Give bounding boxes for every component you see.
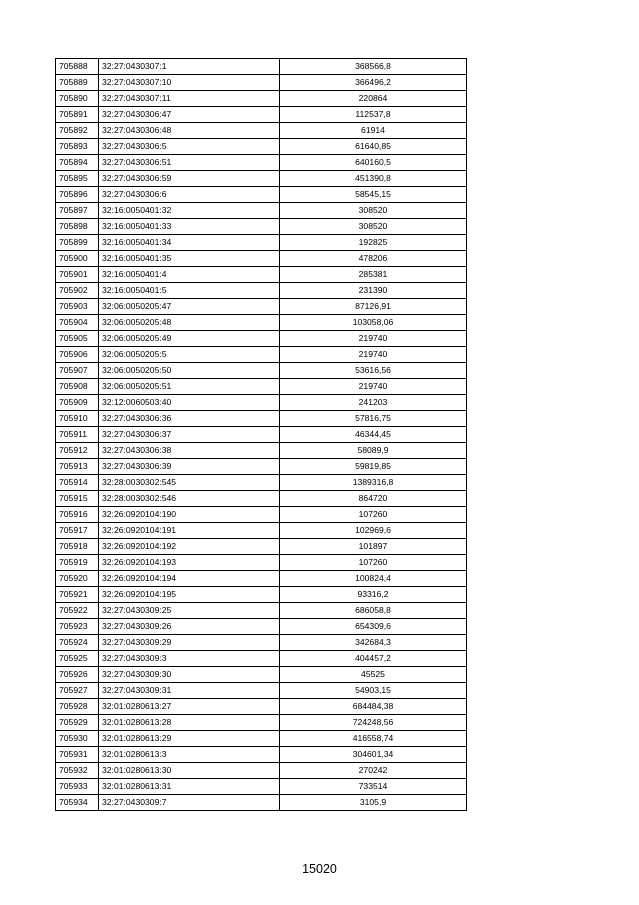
- row-id-cell: 705896: [56, 187, 99, 203]
- table-row: [56, 299, 467, 315]
- table-row: [56, 539, 467, 555]
- row-id-cell: 705892: [56, 123, 99, 139]
- table-row: [56, 363, 467, 379]
- row-id-cell: 705899: [56, 235, 99, 251]
- cadastral-number-cell: 32:27:0430309:7: [99, 795, 280, 811]
- value-cell: 686058,8: [280, 603, 467, 619]
- cadastral-number-cell: 32:06:0050205:49: [99, 331, 280, 347]
- value-cell: 654309,6: [280, 619, 467, 635]
- table-row: [56, 203, 467, 219]
- table-row: [56, 619, 467, 635]
- row-id-cell: 705905: [56, 331, 99, 347]
- table-row: [56, 283, 467, 299]
- table-row: [56, 267, 467, 283]
- cadastral-number-cell: 32:27:0430306:5: [99, 139, 280, 155]
- cadastral-number-cell: 32:26:0920104:191: [99, 523, 280, 539]
- page-number: 15020: [302, 862, 337, 876]
- row-id-cell: 705919: [56, 555, 99, 571]
- cadastral-number-cell: 32:27:0430309:25: [99, 603, 280, 619]
- row-id-cell: 705932: [56, 763, 99, 779]
- value-cell: 285381: [280, 267, 467, 283]
- row-id-cell: 705924: [56, 635, 99, 651]
- value-cell: 45525: [280, 667, 467, 683]
- value-cell: 58089,9: [280, 443, 467, 459]
- value-cell: 220864: [280, 91, 467, 107]
- cadastral-number-cell: 32:16:0050401:35: [99, 251, 280, 267]
- cadastral-number-cell: 32:27:0430309:3: [99, 651, 280, 667]
- cadastral-number-cell: 32:06:0050205:5: [99, 347, 280, 363]
- cadastral-number-cell: 32:27:0430306:37: [99, 427, 280, 443]
- cadastral-number-cell: 32:06:0050205:50: [99, 363, 280, 379]
- cadastral-number-cell: 32:27:0430306:36: [99, 411, 280, 427]
- row-id-cell: 705894: [56, 155, 99, 171]
- row-id-cell: 705910: [56, 411, 99, 427]
- row-id-cell: 705908: [56, 379, 99, 395]
- row-id-cell: 705907: [56, 363, 99, 379]
- table-row: [56, 59, 467, 75]
- cadastral-number-cell: 32:16:0050401:5: [99, 283, 280, 299]
- table-row: [56, 331, 467, 347]
- cadastral-number-cell: 32:16:0050401:4: [99, 267, 280, 283]
- table-row: [56, 251, 467, 267]
- cadastral-number-cell: 32:01:0280613:28: [99, 715, 280, 731]
- row-id-cell: 705930: [56, 731, 99, 747]
- value-cell: 1389316,8: [280, 475, 467, 491]
- value-cell: 451390,8: [280, 171, 467, 187]
- table-row: [56, 731, 467, 747]
- row-id-cell: 705928: [56, 699, 99, 715]
- row-id-cell: 705911: [56, 427, 99, 443]
- value-cell: 101897: [280, 539, 467, 555]
- value-cell: 3105,9: [280, 795, 467, 811]
- value-cell: 57816,75: [280, 411, 467, 427]
- cadastral-number-cell: 32:27:0430306:48: [99, 123, 280, 139]
- row-id-cell: 705903: [56, 299, 99, 315]
- cadastral-number-cell: 32:16:0050401:32: [99, 203, 280, 219]
- cadastral-number-cell: 32:16:0050401:34: [99, 235, 280, 251]
- cadastral-number-cell: 32:27:0430307:1: [99, 59, 280, 75]
- cadastral-number-cell: 32:26:0920104:193: [99, 555, 280, 571]
- table-row: [56, 427, 467, 443]
- value-cell: 478206: [280, 251, 467, 267]
- table-row: [56, 523, 467, 539]
- cadastral-number-cell: 32:27:0430309:29: [99, 635, 280, 651]
- table-row: [56, 219, 467, 235]
- table-row: [56, 507, 467, 523]
- row-id-cell: 705933: [56, 779, 99, 795]
- row-id-cell: 705931: [56, 747, 99, 763]
- cadastral-number-cell: 32:27:0430306:51: [99, 155, 280, 171]
- cadastral-number-cell: 32:27:0430306:47: [99, 107, 280, 123]
- cadastral-number-cell: 32:01:0280613:30: [99, 763, 280, 779]
- cadastral-number-cell: 32:28:0030302:545: [99, 475, 280, 491]
- value-cell: 107260: [280, 507, 467, 523]
- table-row: [56, 171, 467, 187]
- value-cell: 93316,2: [280, 587, 467, 603]
- value-cell: 270242: [280, 763, 467, 779]
- row-id-cell: 705891: [56, 107, 99, 123]
- cadastral-number-cell: 32:27:0430306:39: [99, 459, 280, 475]
- cadastral-number-cell: 32:01:0280613:3: [99, 747, 280, 763]
- cadastral-number-cell: 32:27:0430306:38: [99, 443, 280, 459]
- value-cell: 724248,56: [280, 715, 467, 731]
- cadastral-number-cell: 32:06:0050205:51: [99, 379, 280, 395]
- row-id-cell: 705913: [56, 459, 99, 475]
- table-row: [56, 187, 467, 203]
- table-row: [56, 139, 467, 155]
- row-id-cell: 705888: [56, 59, 99, 75]
- table-row: [56, 763, 467, 779]
- cadastral-number-cell: 32:27:0430309:26: [99, 619, 280, 635]
- row-id-cell: 705917: [56, 523, 99, 539]
- row-id-cell: 705923: [56, 619, 99, 635]
- value-cell: 46344,45: [280, 427, 467, 443]
- table-row: [56, 587, 467, 603]
- cadastral-number-cell: 32:27:0430307:11: [99, 91, 280, 107]
- value-cell: 308520: [280, 203, 467, 219]
- table-row: [56, 699, 467, 715]
- cadastral-number-cell: 32:27:0430309:31: [99, 683, 280, 699]
- cadastral-number-cell: 32:27:0430307:10: [99, 75, 280, 91]
- row-id-cell: 705898: [56, 219, 99, 235]
- value-cell: 241203: [280, 395, 467, 411]
- value-cell: 219740: [280, 379, 467, 395]
- table-body: [56, 59, 467, 811]
- value-cell: 342684,3: [280, 635, 467, 651]
- table-row: [56, 651, 467, 667]
- value-cell: 366496,2: [280, 75, 467, 91]
- row-id-cell: 705904: [56, 315, 99, 331]
- value-cell: 61914: [280, 123, 467, 139]
- value-cell: 107260: [280, 555, 467, 571]
- value-cell: 368566,8: [280, 59, 467, 75]
- row-id-cell: 705909: [56, 395, 99, 411]
- value-cell: 54903,15: [280, 683, 467, 699]
- value-cell: 304601,34: [280, 747, 467, 763]
- table-row: [56, 475, 467, 491]
- value-cell: 103058,06: [280, 315, 467, 331]
- table-row: [56, 347, 467, 363]
- value-cell: 684484,38: [280, 699, 467, 715]
- row-id-cell: 705912: [56, 443, 99, 459]
- value-cell: 87126,91: [280, 299, 467, 315]
- row-id-cell: 705925: [56, 651, 99, 667]
- table-row: [56, 395, 467, 411]
- cadastral-number-cell: 32:28:0030302:546: [99, 491, 280, 507]
- table-row: [56, 443, 467, 459]
- value-cell: 100824,4: [280, 571, 467, 587]
- row-id-cell: 705889: [56, 75, 99, 91]
- row-id-cell: 705929: [56, 715, 99, 731]
- row-id-cell: 705920: [56, 571, 99, 587]
- cadastral-number-cell: 32:16:0050401:33: [99, 219, 280, 235]
- value-cell: 864720: [280, 491, 467, 507]
- row-id-cell: 705906: [56, 347, 99, 363]
- row-id-cell: 705927: [56, 683, 99, 699]
- value-cell: 416558,74: [280, 731, 467, 747]
- value-cell: 231390: [280, 283, 467, 299]
- table-row: [56, 459, 467, 475]
- table-row: [56, 795, 467, 811]
- row-id-cell: 705918: [56, 539, 99, 555]
- value-cell: 219740: [280, 347, 467, 363]
- cadastral-number-cell: 32:06:0050205:48: [99, 315, 280, 331]
- table-row: [56, 747, 467, 763]
- table-row: [56, 315, 467, 331]
- row-id-cell: 705893: [56, 139, 99, 155]
- cadastral-number-cell: 32:01:0280613:31: [99, 779, 280, 795]
- table-row: [56, 107, 467, 123]
- row-id-cell: 705895: [56, 171, 99, 187]
- row-id-cell: 705914: [56, 475, 99, 491]
- table-row: [56, 123, 467, 139]
- cadastral-number-cell: 32:26:0920104:194: [99, 571, 280, 587]
- data-table: [55, 58, 467, 811]
- cadastral-number-cell: 32:06:0050205:47: [99, 299, 280, 315]
- value-cell: 102969,6: [280, 523, 467, 539]
- table-row: [56, 683, 467, 699]
- table-row: [56, 715, 467, 731]
- row-id-cell: 705934: [56, 795, 99, 811]
- value-cell: 733514: [280, 779, 467, 795]
- cadastral-number-cell: 32:26:0920104:195: [99, 587, 280, 603]
- table-row: [56, 91, 467, 107]
- value-cell: 59819,85: [280, 459, 467, 475]
- value-cell: 192825: [280, 235, 467, 251]
- row-id-cell: 705921: [56, 587, 99, 603]
- table-row: [56, 155, 467, 171]
- row-id-cell: 705915: [56, 491, 99, 507]
- row-id-cell: 705897: [56, 203, 99, 219]
- cadastral-number-cell: 32:27:0430306:6: [99, 187, 280, 203]
- value-cell: 404457,2: [280, 651, 467, 667]
- cadastral-number-cell: 32:27:0430309:30: [99, 667, 280, 683]
- table-row: [56, 411, 467, 427]
- row-id-cell: 705902: [56, 283, 99, 299]
- table-row: [56, 75, 467, 91]
- row-id-cell: 705916: [56, 507, 99, 523]
- value-cell: 53616,56: [280, 363, 467, 379]
- value-cell: 61640,85: [280, 139, 467, 155]
- cadastral-number-cell: 32:01:0280613:29: [99, 731, 280, 747]
- value-cell: 219740: [280, 331, 467, 347]
- table-row: [56, 603, 467, 619]
- row-id-cell: 705890: [56, 91, 99, 107]
- table-row: [56, 491, 467, 507]
- table-row: [56, 779, 467, 795]
- table-row: [56, 379, 467, 395]
- cadastral-number-cell: 32:01:0280613:27: [99, 699, 280, 715]
- table-row: [56, 635, 467, 651]
- row-id-cell: 705901: [56, 267, 99, 283]
- value-cell: 112537,8: [280, 107, 467, 123]
- table-row: [56, 555, 467, 571]
- value-cell: 308520: [280, 219, 467, 235]
- table-row: [56, 667, 467, 683]
- table-row: [56, 571, 467, 587]
- cadastral-number-cell: 32:26:0920104:190: [99, 507, 280, 523]
- row-id-cell: 705926: [56, 667, 99, 683]
- cadastral-number-cell: 32:12:0060503:40: [99, 395, 280, 411]
- value-cell: 58545,15: [280, 187, 467, 203]
- value-cell: 640160,5: [280, 155, 467, 171]
- row-id-cell: 705922: [56, 603, 99, 619]
- table-row: [56, 235, 467, 251]
- row-id-cell: 705900: [56, 251, 99, 267]
- cadastral-number-cell: 32:27:0430306:59: [99, 171, 280, 187]
- cadastral-number-cell: 32:26:0920104:192: [99, 539, 280, 555]
